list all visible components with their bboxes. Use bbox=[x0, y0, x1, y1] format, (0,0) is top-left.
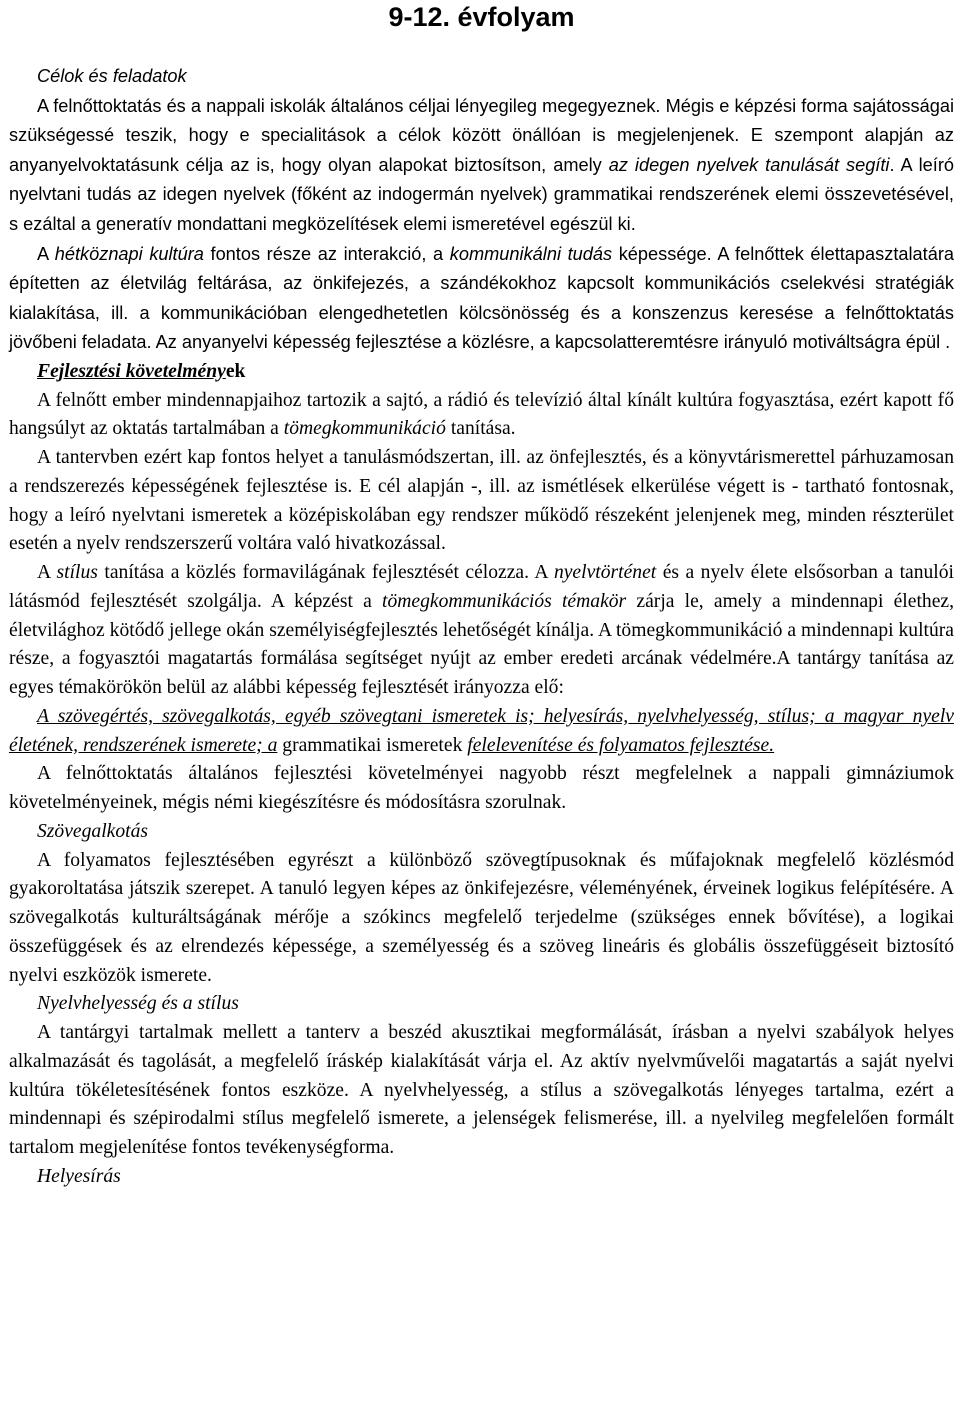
emphasis-tomegkommunikacio: tömegkommunikáció bbox=[283, 418, 446, 440]
paragraph-szovegalkotas-1: A folyamatos fejlesztésében egyrészt a különböző szövegtípusoknak és műfajoknak megfelelő közlésmód gyakoroltatása játszik szerepet. A tanuló legyen képes az önkifejezésre, véleményének, érveinek logikus felépítésére. A szövegalkotás kulturáltságának mérője a szókincs megfelelő terjedelme (szükséges ennek bővítése), a logikai összefüggések és az elrendezés képessége, a személyesség és a szöveg lineáris és globális összefüggéseit biztosító nyelvi eszközök ismerete. bbox=[9, 849, 954, 986]
paragraph-fejlesztesi-3 bbox=[9, 559, 954, 703]
section-heading-fejlesztesi bbox=[9, 358, 954, 387]
section-heading-szovegalkotas: Szövegalkotás bbox=[37, 820, 149, 842]
emphasis-hetkoznapi-kultura: hétköznapi kultúra bbox=[54, 243, 204, 264]
section-heading-helyesiras: Helyesírás bbox=[37, 1165, 121, 1187]
paragraph-celok-2 bbox=[9, 240, 954, 358]
paragraph-fejlesztesi-1 bbox=[9, 387, 954, 445]
underlined-run: felelevenítése és folyamatos fejlesztése. bbox=[467, 734, 775, 756]
text-run: grammatikai ismeretek bbox=[277, 734, 468, 756]
emphasis-tomegkommunikacios-temakor: tömegkommunikációs témakör bbox=[382, 590, 627, 612]
paragraph-fejlesztesi-2: A tantervben ezért kap fontos helyet a tanulásmódszertan, ill. az önfejlesztés, és a könyvtárismerettel párhuzamosan a rendszerezés képességének fejlesztése is. E cél alapján -, ill. az ismétlések elkerülése végett is - tartható fontosnak, hogy a leíró nyelvtani ismeretek a középiskolában egy rendszer működő részeként jelenjenek meg, minden részterület esetén a nyelv rendszerszerű voltára való hivatkozással. bbox=[9, 447, 954, 555]
paragraph-fejlesztesi-4 bbox=[9, 703, 954, 761]
emphasis-idegen-nyelvek: az idegen nyelvek tanulását segíti bbox=[608, 154, 890, 175]
text-run: tanítása a közlés formavilágának fejlesztését célozza. A bbox=[97, 562, 554, 584]
emphasis-stilus: stílus bbox=[56, 562, 98, 584]
section-fejlesztesi bbox=[9, 358, 954, 1192]
text-run: A felnőttoktatás és a nappali iskolák általános céljai lényegileg megegyeznek. Mégis e képzési forma sajátosságai szükségessé teszik, hogy e specialitások a célok között önállóan is megjelenjenek. E szempont alapján az anyanyelvoktatásunk célja az is, hogy olyan alapokat biztosítson, amely bbox=[9, 95, 954, 175]
text-run: tanítása. bbox=[445, 418, 516, 440]
text-run: A bbox=[37, 562, 57, 584]
page-title: 9-12. évfolyam bbox=[388, 2, 575, 32]
section-celok bbox=[9, 62, 954, 358]
section-heading-nyelvhelyesseg: Nyelvhelyesség és a stílus bbox=[37, 993, 239, 1015]
text-run: zárja le, amely a mindennapi élethez, életvilághoz kötődő jellege okán személyiségfejlesztés lehetőségét kínálja. A tömegkommunikáció a mindennapi kultúra része, a fogyasztói magatartás formálása segítséget nyújt az ember eredeti arcának védelmére.A tantárgy tanítása az egyes témakörökön belül az alábbi képesség fejlesztését irányozza elő: bbox=[9, 590, 954, 699]
text-run: fontos része az interakció, a bbox=[203, 243, 450, 264]
heading-part: ek bbox=[225, 360, 246, 382]
emphasis-kommunikalni-tudas: kommunikálni tudás bbox=[449, 243, 613, 264]
text-run: és a nyelv élete elsősorban a tanulói látásmód fejlesztését szolgálja. A képzést a bbox=[9, 562, 954, 612]
text-run: A bbox=[37, 243, 55, 264]
heading-part: Fejlesztési követelmény bbox=[37, 360, 226, 382]
paragraph-fejlesztesi-5: A felnőttoktatás általános fejlesztési követelményei nagyobb részt megfelelnek a nappali gimnáziumok követelményeinek, mégis némi kiegészítésre és módosításra szorulnak. bbox=[9, 763, 954, 814]
text-run: . A leíró nyelvtani tudás az idegen nyelvek (főként az indogermán nyelvek) grammatikai rendszerének elemi összevetésével, s ezáltal a generatív mondattani megközelítések elemi ismeretével egészül ki. bbox=[9, 154, 954, 234]
section-heading-celok: Célok és feladatok bbox=[37, 66, 187, 86]
underlined-run: A szövegértés, szövegalkotás, egyéb szövegtani ismeretek is; helyesírás, nyelvhelyesség, stílus; a magyar nyelv életének, rendszerének ismerete; a bbox=[9, 705, 954, 756]
text-run: képessége. A felnőttek élettapasztalatára építetten az életvilág feltárása, az önkifejezés, a szándékokhoz kapcsolt kommunikációs cselekvési stratégiák kialakítása, ill. a kommunikációban elengedhetetlen kölcsönösség és a konszenzus keresése a felnőttoktatás jövőbeni feladata. Az anyanyelvi képesség fejlesztése a közlésre, a kapcsolatteremtésre irányuló motiváltságra épül . bbox=[9, 243, 954, 353]
paragraph-celok-1 bbox=[9, 92, 954, 240]
paragraph-nyelvhelyesseg-1: A tantárgyi tartalmak mellett a tanterv a beszéd akusztikai megformálását, írásban a nyelvi szabályok helyes alkalmazását és tagolását, a megfelelő íráskép kialakítását várja el. Az aktív nyelvművelői magatartás a saját nyelvi kultúra tökéletesítésének fontos eszköze. A nyelvhelyesség, a stílus a szövegalkotás lényeges tartalma, ezért a mindennapi és szépirodalmi stílus megfelelő ismerete, a jelenségek felismerése, ill. a nyelvileg megfelelően formált tartalom megjelenítése fontos tevékenységforma. bbox=[9, 1022, 954, 1159]
document-page bbox=[9, 0, 954, 1192]
text-run: A felnőtt ember mindennapjaihoz tartozik a sajtó, a rádió és televízió által kínált kultúra fogyasztása, ezért kapott fő hangsúlyt az oktatás tartalmában a bbox=[9, 389, 954, 440]
emphasis-nyelvtortenet: nyelvtörténet bbox=[553, 562, 657, 584]
